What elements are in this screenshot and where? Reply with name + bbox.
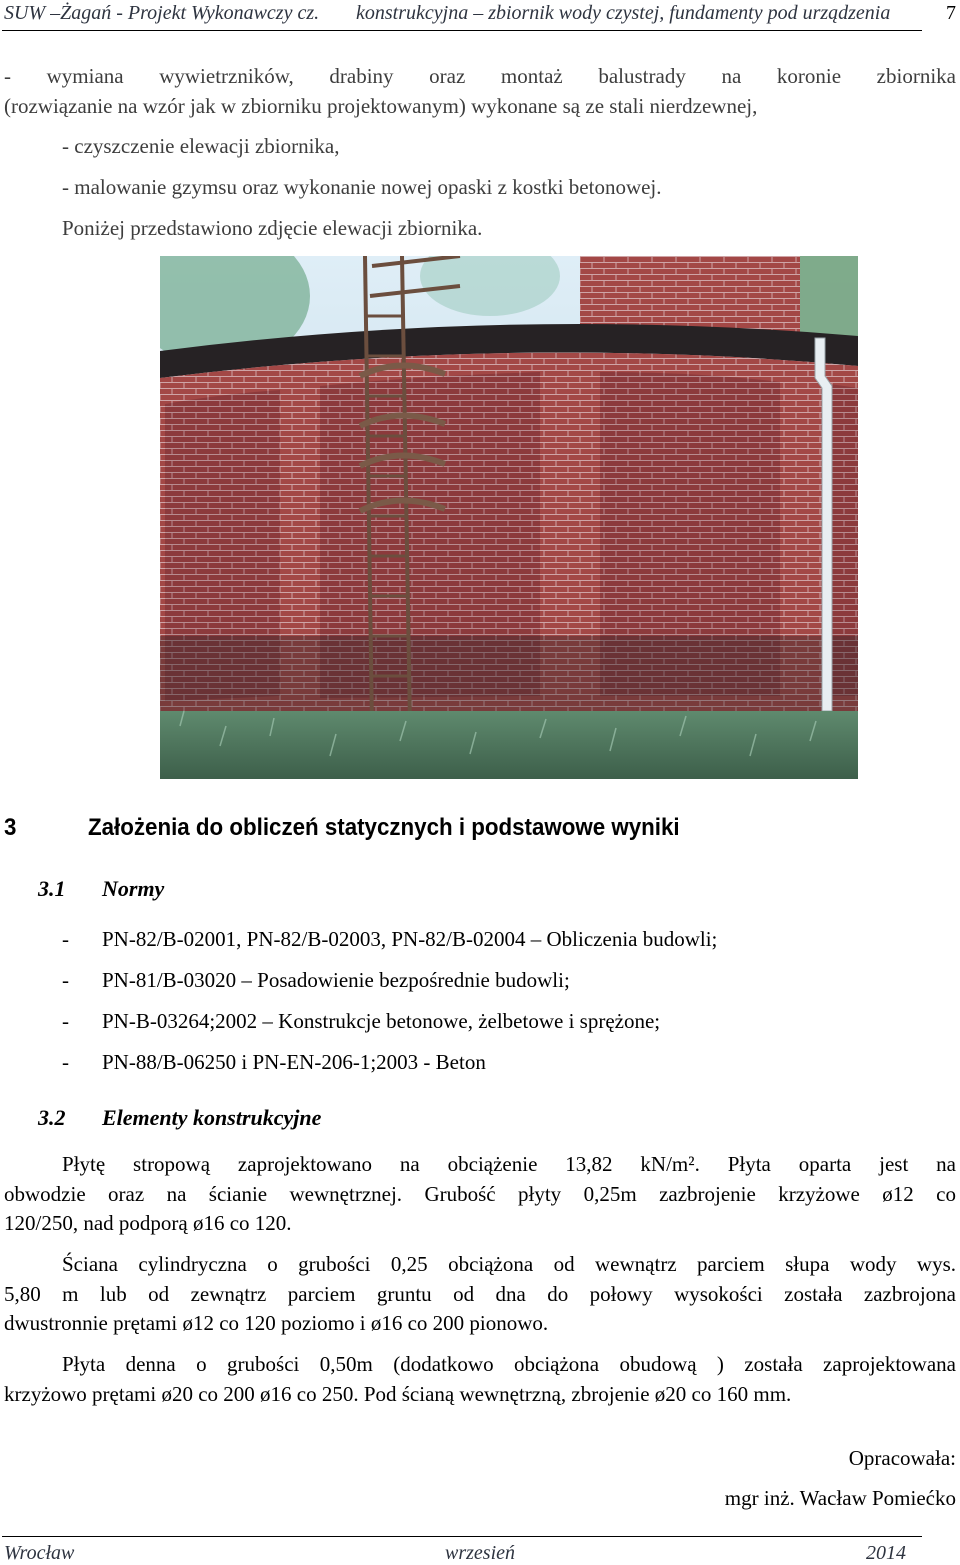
intro-line-2: (rozwiązanie na wzór jak w zbiorniku projektowanym) wykonane są ze stali nierdzewnej, [4, 94, 758, 118]
tank-elevation-photo [160, 256, 858, 779]
signature-label: Opracowała: [848, 1446, 956, 1470]
norm-dash-1: - [62, 927, 69, 951]
paragraph-slab-line-1: Płytę stropową zaprojektowano na obciążenie 13,82 kN/m². Płyta oparta jest na [62, 1152, 956, 1176]
paragraph-wall-line-2: 5,80 m lub od zewnątrz parciem gruntu od dna do połowy wysokości została zazbrojona [4, 1281, 956, 1306]
norm-dash-4: - [62, 1050, 69, 1074]
norm-item-4: PN-88/B-06250 i PN-EN-206-1;2003 - Beton [102, 1050, 486, 1074]
paragraph-wall [4, 1250, 956, 1339]
header-center: konstrukcyjna – zbiornik wody czystej, fundamenty pod urządzenia [356, 2, 891, 24]
intro-line-5: Poniżej przedstawiono zdjęcie elewacji zbiornika. [62, 216, 483, 240]
norm-dash-2: - [62, 968, 69, 992]
intro-line-1: - wymiana wywietrzników, drabiny oraz montaż balustrady na koronie zbiornika [4, 64, 956, 88]
paragraph-base [4, 1350, 956, 1409]
signature-name: mgr inż. Wacław Pomiećko [724, 1486, 956, 1510]
norm-dash-3: - [62, 1009, 69, 1033]
section-3-number: 3 [4, 814, 17, 841]
paragraph-base-line-2: krzyżowo prętami ø20 co 200 ø16 co 250. Pod ścianą wewnętrzną, zbrojenie ø20 co 160 mm. [4, 1381, 792, 1406]
footer-rule [2, 1536, 922, 1537]
section-3-title: Założenia do obliczeń statycznych i podstawowe wyniki [88, 814, 680, 841]
intro-line-4: - malowanie gzymsu oraz wykonanie nowej opaski z kostki betonowej. [62, 175, 662, 199]
paragraph-slab [4, 1150, 956, 1239]
paragraph-base-line-1: Płyta denna o grubości 0,50m (dodatkowo obciążona obudową ) została zaprojektowana [62, 1352, 956, 1376]
norm-item-2: PN-81/B-03020 – Posadowienie bezpośrednie budowli; [102, 968, 570, 992]
header-page-number: 7 [946, 2, 956, 24]
subsection-3-2-number: 3.2 [38, 1105, 66, 1130]
norm-item-3: PN-B-03264;2002 – Konstrukcje betonowe, żelbetowe i sprężone; [102, 1009, 661, 1033]
subsection-3-1-number: 3.1 [38, 876, 66, 901]
norm-item-1: PN-82/B-02001, PN-82/B-02003, PN-82/B-02004 – Obliczenia budowli; [102, 927, 718, 951]
subsection-3-2-title: Elementy konstrukcyjne [102, 1105, 322, 1130]
intro-line-3: - czyszczenie elewacji zbiornika, [62, 134, 340, 158]
header-rule [2, 30, 922, 31]
header-left: SUW –Żagań - Projekt Wykonawczy cz. [4, 2, 320, 24]
paragraph-wall-line-3: dwustronnie prętami ø12 co 120 poziomo i ø16 co 200 pionowo. [4, 1311, 549, 1335]
paragraph-slab-line-3: 120/250, nad podporą ø16 co 120. [4, 1211, 292, 1235]
subsection-3-1-title: Normy [102, 876, 165, 901]
footer-right: 2014 [866, 1542, 906, 1564]
paragraph-slab-line-2: obwodzie oraz na ścianie wewnętrznej. Grubość płyty 0,25m zazbrojenie krzyżowe ø12 co [4, 1181, 956, 1206]
paragraph-wall-line-1: Ściana cylindryczna o grubości 0,25 obciążona od wewnątrz parciem słupa wody wys. [62, 1252, 956, 1276]
footer-center: wrzesień [445, 1542, 515, 1564]
footer-left: Wrocław [4, 1542, 75, 1564]
